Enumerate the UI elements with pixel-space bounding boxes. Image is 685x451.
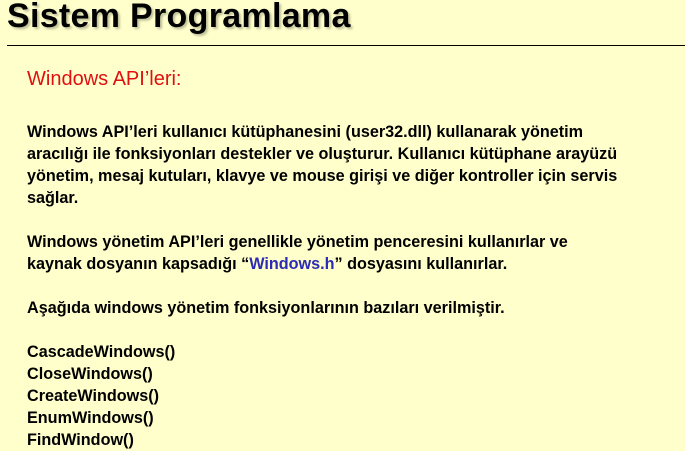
spacer (27, 319, 682, 341)
windows-h-highlight: Windows.h (249, 255, 335, 273)
function-list (27, 341, 682, 451)
section-heading: Windows API’leri: (27, 68, 182, 90)
function-item: CascadeWindows() (27, 343, 176, 361)
function-item: CloseWindows() (27, 365, 153, 383)
paragraph-2-line-2 (27, 253, 682, 275)
paragraph-2-text-before: kaynak dosyanın kapsadığı (27, 255, 242, 273)
paragraph-1-line-3: yönetim, mesaj kutuları, klavye ve mouse girişi ve diğer kontroller için servis (27, 167, 618, 185)
paragraph-3: Aşağıda windows yönetim fonksiyonlarının bazıları verilmiştir. (27, 299, 505, 317)
close-quote: ” (334, 255, 343, 273)
paragraph-1-line-4: sağlar. (27, 189, 79, 207)
spacer (27, 209, 682, 231)
title-divider (7, 45, 685, 46)
function-item: CreateWindows() (27, 387, 160, 405)
function-item: FindWindow() (27, 431, 134, 449)
spacer (27, 275, 682, 297)
function-item: EnumWindows() (27, 409, 154, 427)
open-quote: “ (241, 255, 250, 273)
paragraph-1-line-1: Windows API’leri kullanıcı kütüphanesini (user32.dll) kullanarak yönetim (27, 123, 584, 141)
slide-title: Sistem Programlama (7, 0, 351, 35)
paragraph-2-text-after: dosyasını kullanırlar. (342, 255, 508, 273)
paragraph-1-line-2: aracılığı ile fonksiyonları destekler ve oluşturur. Kullanıcı kütüphane arayüzü (27, 145, 618, 163)
slide-body (27, 121, 682, 451)
paragraph-2-line-1: Windows yönetim API’leri genellikle yönetim penceresini kullanırlar ve (27, 233, 568, 251)
